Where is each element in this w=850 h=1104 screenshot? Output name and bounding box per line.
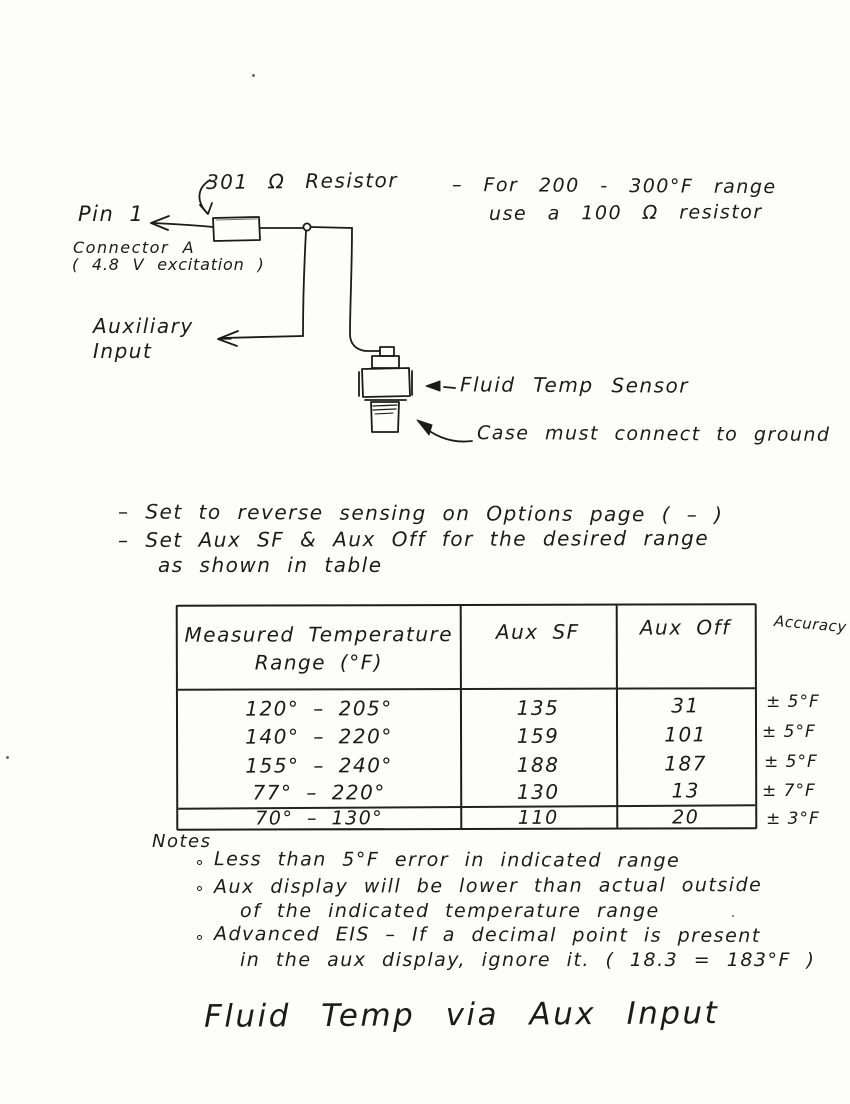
sensor-hex-body (362, 368, 410, 397)
table-row-off: 13 (671, 778, 700, 803)
header-measured-temp-line2: Range (°F) (254, 650, 384, 675)
ground-note-label: Case must connect to ground (476, 422, 831, 446)
table-row-off: 101 (664, 722, 707, 747)
scan-speck (6, 756, 9, 759)
table-row-off: 20 (672, 806, 700, 829)
table-row-sf: 135 (516, 695, 560, 720)
instruction-line-1: – Set to reverse sensing on Options page ( – ) (117, 499, 724, 527)
sensor-top-tab (380, 347, 394, 356)
table-row-off: 31 (671, 693, 700, 718)
sensor-thread-line-2 (373, 409, 396, 410)
note-bullet (197, 886, 202, 891)
note-2-line-1: Aux display will be lower than actual outside (213, 874, 763, 898)
resistor-label: 301 Ω Resistor (205, 167, 399, 195)
table-header-rule (178, 687, 755, 691)
table-row-off: 187 (664, 751, 707, 776)
scan-speck (732, 915, 734, 917)
sensor-thread-line-1 (373, 405, 397, 406)
auxiliary-input-label-line1: Auxiliary (93, 314, 194, 338)
note-2-line-2: of the indicated temperature range (240, 900, 660, 922)
note-bullet (197, 860, 202, 865)
accuracy-value: ± 5°F (766, 692, 820, 712)
page-title: Fluid Temp via Aux Input (203, 995, 720, 1035)
table-row-range: 77° – 220° (252, 780, 386, 805)
accuracy-value: ± 3°F (766, 809, 820, 829)
header-measured-temp-line1: Measured Temperature (184, 622, 454, 647)
auxiliary-input-label-line2: Input (93, 339, 153, 363)
resistor-box (213, 217, 260, 241)
accuracy-value: ± 5°F (764, 752, 818, 772)
instruction-line-3: as shown in table (158, 553, 383, 577)
table-row-range: 155° – 240° (245, 753, 393, 778)
alt-range-note-line1: – For 200 - 300°F range (451, 173, 777, 199)
resistor-box-sketch (216, 219, 257, 220)
accuracy-value: ± 7°F (762, 781, 816, 801)
fluid-temp-sensor-label: Fluid Temp Sensor (459, 372, 690, 398)
sensor-thread-line-3 (375, 413, 393, 414)
junction-dot (303, 223, 310, 230)
excitation-label: ( 4.8 V excitation ) (72, 255, 265, 274)
table-row-sf: 110 (517, 806, 559, 829)
note-3-line-1: Advanced EIS – If a decimal point is present (213, 923, 761, 947)
table-row-sf: 188 (516, 752, 560, 777)
accuracy-header: Accuracy (773, 611, 848, 637)
aux-settings-table (176, 603, 758, 831)
table-row-range: 140° – 220° (245, 724, 393, 749)
notes-heading: Notes (152, 831, 212, 852)
header-aux-off: Aux Off (639, 615, 731, 640)
table-row-sf: 130 (516, 779, 560, 804)
sensor-label-arrowhead (426, 381, 440, 391)
table-row-range: 120° – 205° (245, 696, 393, 721)
pin1-label: Pin 1 (78, 202, 145, 226)
note-bullet (197, 935, 202, 940)
wire-drop-to-aux (303, 231, 306, 336)
table-row-range: 70° – 130° (255, 807, 384, 830)
sensor-label-dash (444, 387, 455, 388)
header-aux-sf: Aux SF (495, 619, 580, 644)
wire-to-aux-input (222, 336, 303, 338)
table-row-sf: 159 (516, 723, 560, 748)
alt-range-note-line2: use a 100 Ω resistor (488, 201, 763, 225)
wire-junction-to-corner (311, 227, 352, 228)
accuracy-value: ± 5°F (762, 722, 816, 742)
note-1-line-1: Less than 5°F error in indicated range (213, 848, 681, 872)
instruction-line-2: – Set Aux SF & Aux Off for the desired range (117, 525, 710, 553)
wire-drop-to-sensor (350, 228, 379, 351)
ground-arrowhead (417, 420, 432, 435)
note-3-line-2: in the aux display, ignore it. ( 18.3 = 183°F ) (240, 949, 816, 971)
scan-speck (252, 74, 255, 77)
sensor-neck (372, 356, 399, 368)
connector-a-label: Connector A (73, 238, 196, 257)
wire-to-pin1 (153, 223, 213, 227)
